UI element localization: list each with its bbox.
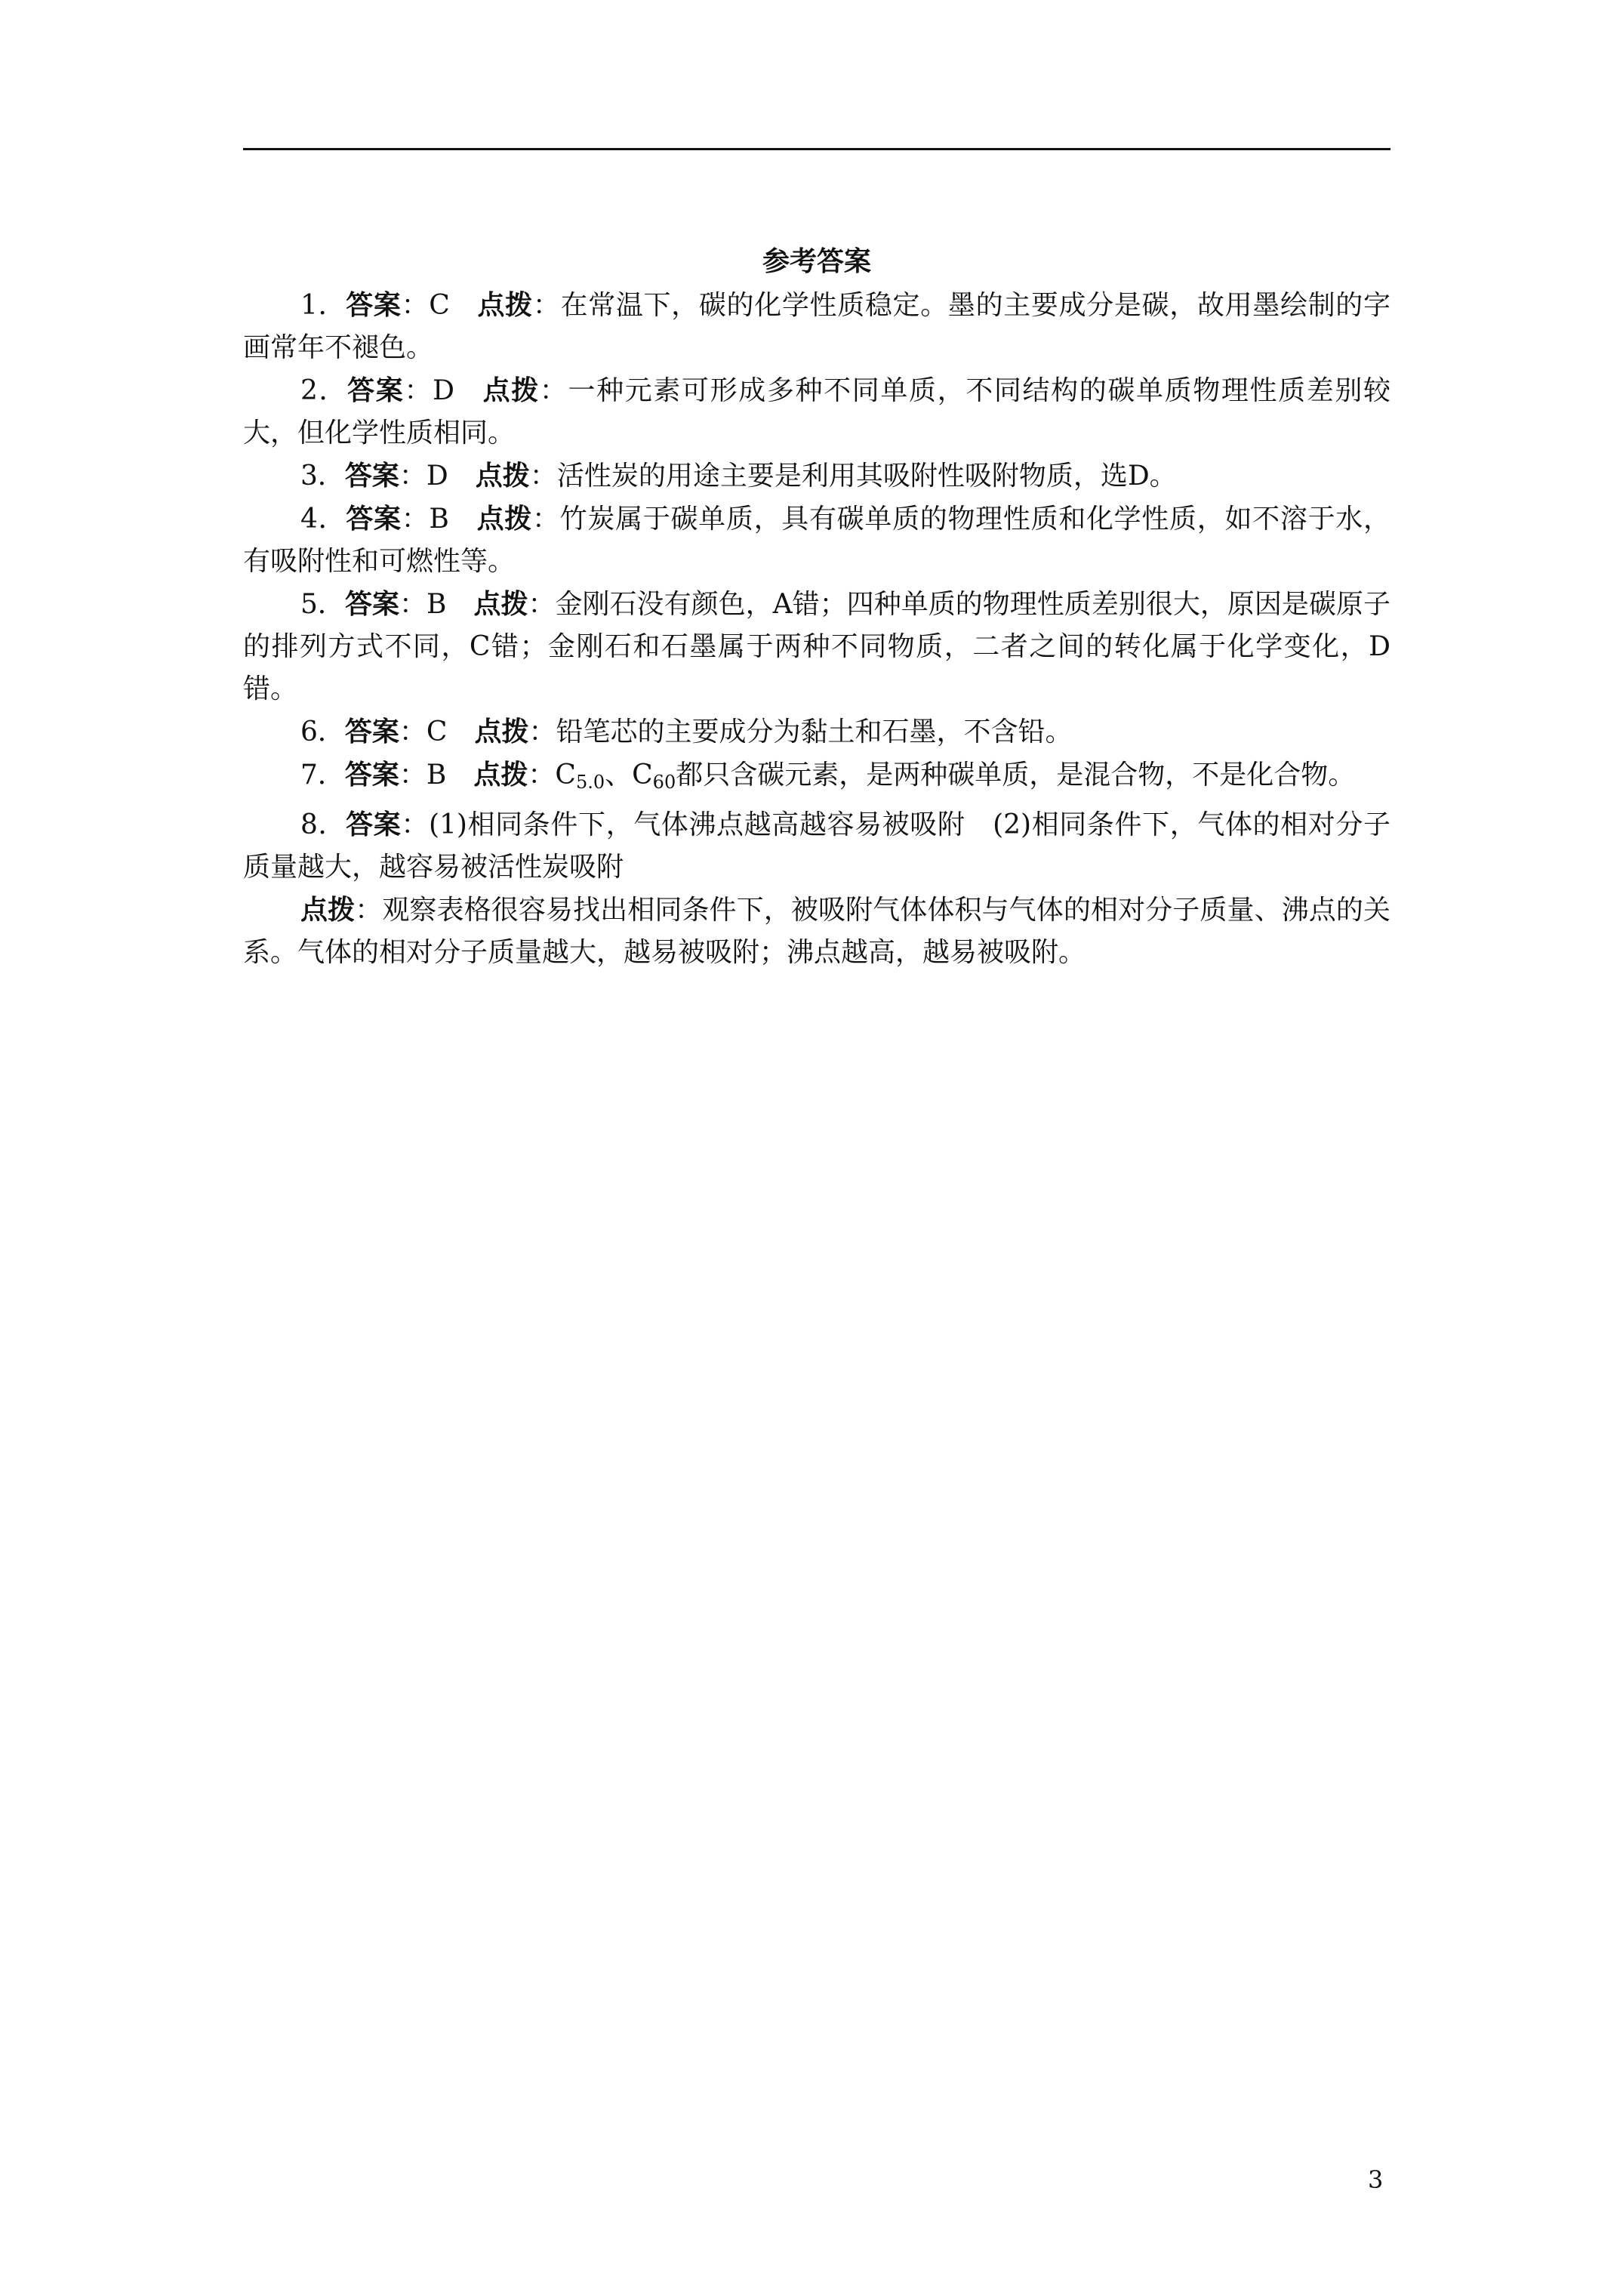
answer-item-6: 6．答案：C 点拨：铅笔芯的主要成分为黏土和石墨，不含铅。 [300,716,1073,747]
hint-label: 点拨 [481,374,540,406]
answer-list [243,284,1390,974]
answer-label: 答案 [344,716,399,747]
answer-value: ：B [401,504,449,535]
hint-label: 点拨 [300,894,356,926]
hint-text: ：活性炭的用途主要是利用其吸附性吸附物质，选D。 [529,461,1177,492]
hint-text: ：观察表格很容易找出相同条件下，被吸附气体体积与气体的相对分子质量、沸点的关系。气体的相对分子质量越大，越易被吸附；沸点越高，越易被吸附。 [243,895,1390,968]
answer-item-3: 3．答案：D 点拨：活性炭的用途主要是利用其吸附性吸附物质，选D。 [300,460,1177,492]
answer-label: 答案 [344,759,399,791]
answer-value: ：B [399,589,447,620]
answer-value: ：B [399,760,447,791]
hint-text: 都只含碳元素，是两种碳单质，是混合物，不是化合物。 [676,760,1356,791]
answer-item-8: 8．答案：(1)相同条件下，气体沸点越高越容易被吸附 (2)相同条件下，气体的相对分子质量越大，越容易被活性炭吸附 [243,809,1390,883]
answer-value: ：C [399,717,448,747]
subscript: 60 [652,772,676,793]
hint-label: 点拨 [473,588,528,620]
answer-item-5: 5．答案：B 点拨：金刚石没有颜色，A错；四种单质的物理性质差别很大，原因是碳原子的排列方式不同，C错；金刚石和石墨属于两种不同物质，二者之间的转化属于化学变化，D错。 [243,588,1390,704]
answer-item-4: 4．答案：B 点拨：竹炭属于碳单质，具有碳单质的物理性质和化学性质，如不溶于水，有吸附性和可燃性等。 [243,503,1390,577]
answer-label: 答案 [346,809,402,840]
answer-item-7: 7．答案：B 点拨：$C_{5.0}$、$C_{60}$都只含碳元素，是两种碳单质，是混合物，不是化合物。 [300,759,1356,793]
hint-text: 、C [605,760,653,791]
answer-label: 答案 [346,503,402,535]
answer-value: ：D [404,375,454,406]
hint-text: ：在常温下，碳的化学性质稳定。墨的主要成分是碳，故用墨绘制的字画常年不褪色。 [243,290,1390,363]
hint-text: ：金刚石没有颜色，A错；四种单质的物理性质差别很大，原因是碳原子的排列方式不同，C错；金刚石和石墨属于两种不同物质，二者之间的转化属于化学变化，D错。 [243,589,1390,704]
answer-item-1: 1．答案：C 点拨：在常温下，碳的化学性质稳定。墨的主要成分是碳，故用墨绘制的字画常年不褪色。 [243,289,1390,363]
answer-item-8-hint [243,889,1390,974]
hint-label: 点拨 [473,759,528,791]
subscript: 5.0 [575,772,605,793]
hint-text: ：竹炭属于碳单质，具有碳单质的物理性质和化学性质，如不溶于水，有吸附性和可燃性等。 [243,504,1390,577]
page-title: 参考答案 [762,245,871,277]
answer-label: 答案 [344,588,399,620]
hint-text: ：铅笔芯的主要成分为黏土和石墨，不含铅。 [528,717,1073,747]
page-number: 3 [1368,2165,1384,2194]
hint-label: 点拨 [476,289,533,321]
answer-value: ：D [399,461,448,492]
hint-label: 点拨 [476,503,532,535]
answer-value: ：C [401,290,450,321]
hint-label: 点拨 [475,460,530,492]
header-rule [243,148,1390,150]
answer-label: 答案 [347,374,405,406]
answer-label: 答案 [346,289,402,321]
hint-label: 点拨 [474,716,529,747]
answer-item-2: 2．答案：D 点拨：一种元素可形成多种不同单质，不同结构的碳单质物理性质差别较大，但化学性质相同。 [243,374,1390,448]
answer-label: 答案 [344,460,399,492]
hint-text: ：C [528,760,576,791]
answer-value: ：(1)相同条件下，气体沸点越高越容易被吸附 (2)相同条件下，气体的相对分子质量越大，越容易被活性炭吸附 [243,809,1390,883]
hint-text: ：一种元素可形成多种不同单质，不同结构的碳单质物理性质差别较大，但化学性质相同。 [243,375,1390,448]
